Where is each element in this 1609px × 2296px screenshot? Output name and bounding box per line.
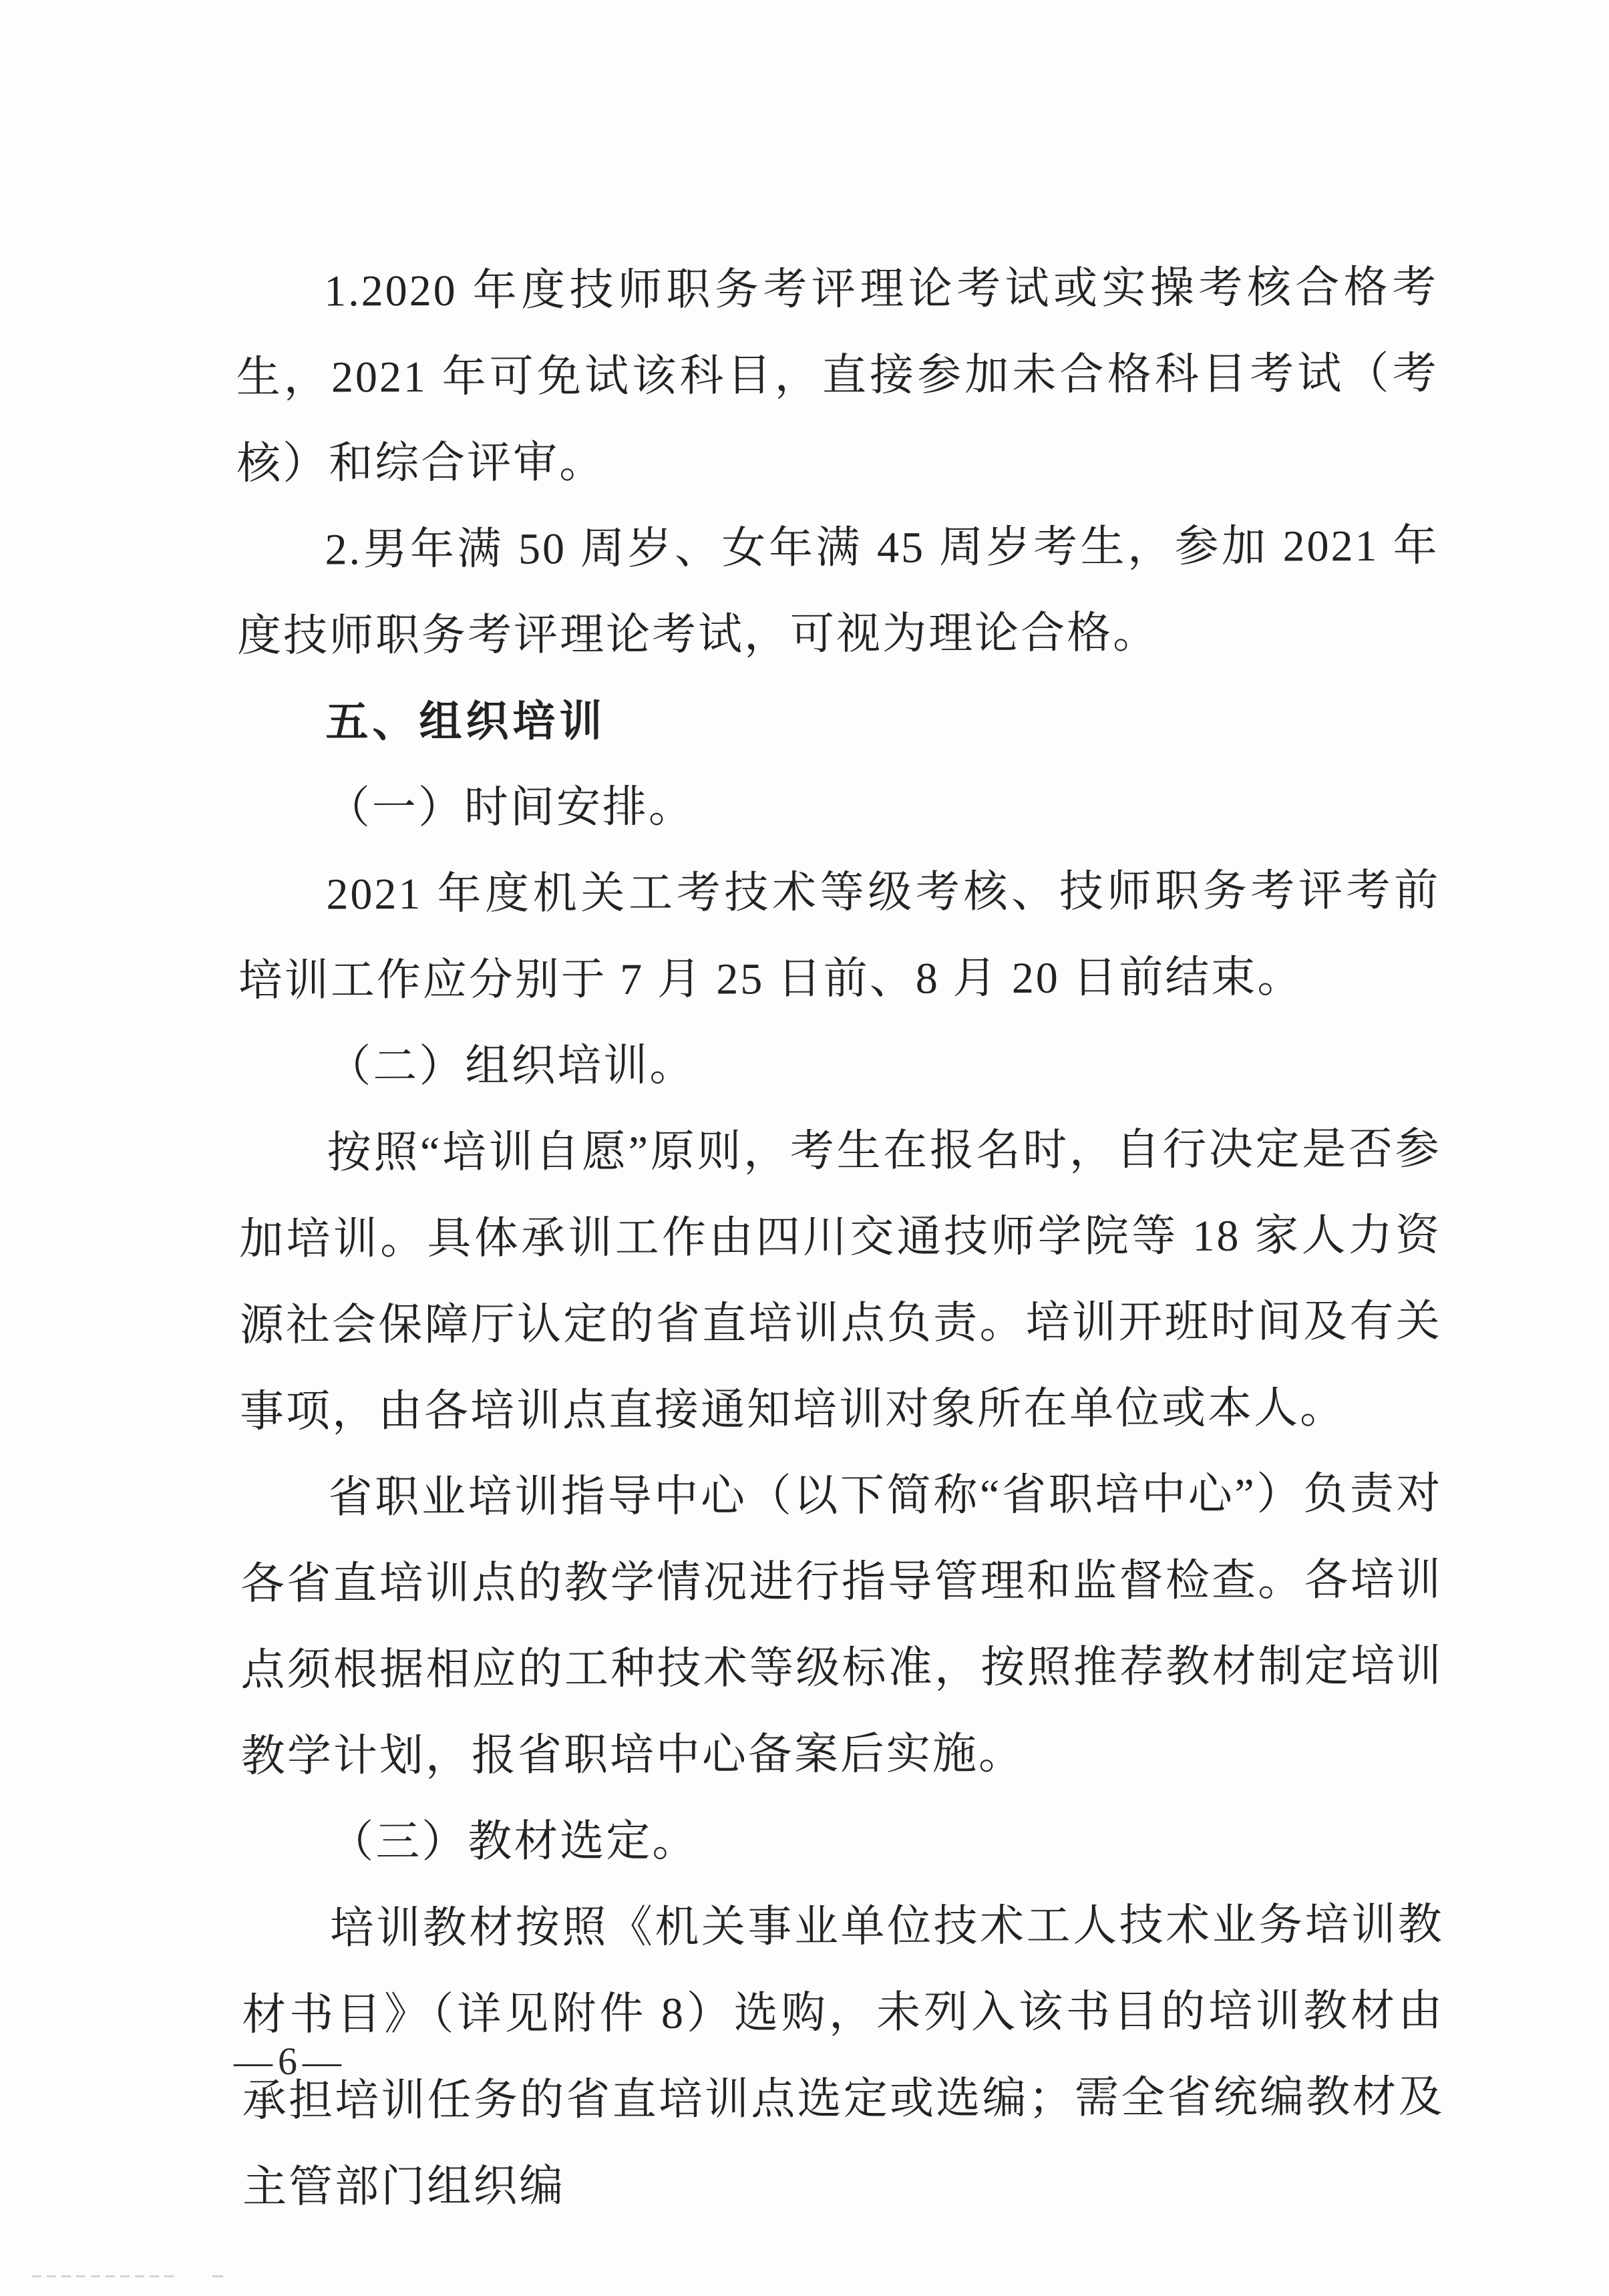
paragraph-3: 2021 年度机关工考技术等级考核、技师职务考评考前培训工作应分别于 7 月 25 日前、8 月 20 日前结束。 [238,866,1441,1005]
subsection-heading-1: （一）时间安排。 [325,782,695,833]
paragraph-6: 培训教材按照《机关事业单位技术工人技术业务培训教材书目》（详见附件 8）选购，未列入该书目的培训教材由承担培训任务的省直培训点选定或选编；需全省统编教材及主管部门组织编 [242,1900,1445,2212]
paragraph-2: 2.男年满 50 周岁、女年满 45 周岁考生，参加 2021 年度技师职务考评理论考试，可视为理论合格。 [236,521,1439,661]
scan-artifact-line [32,2275,176,2277]
subsection-heading-2: （二）组织培训。 [327,1041,696,1092]
section-heading-5: 五、组织培训 [325,697,606,746]
scan-artifact-dot [212,2275,223,2277]
page-number: —6— [234,2039,347,2083]
subsection-heading-3: （三）教材选定。 [329,1816,699,1867]
paragraph-1: 1.2020 年度技师职务考评理论考试或实操考核合格考生，2021 年可免试该科目，直接参加未合格科目考试（考核）和综合评审。 [236,263,1439,488]
paragraph-4: 按照“培训自愿”原则，考生在报名时，自行决定是否参加培训。具体承训工作由四川交通技师学院等 18 家人力资源社会保障厅认定的省直培训点负责。培训开班时间及有关事项，由各培训点直接通知培训对象所在单位或本人。 [239,1124,1442,1436]
paragraph-5: 省职业培训指导中心（以下简称“省职培中心”）负责对各省直培训点的教学情况进行指导管理和监督检查。各培训点须根据相应的工种技术等级标准，按照推荐教材制定培训教学计划，报省职培中心备案后实施。 [240,1469,1443,1781]
document-body [236,244,1445,2231]
